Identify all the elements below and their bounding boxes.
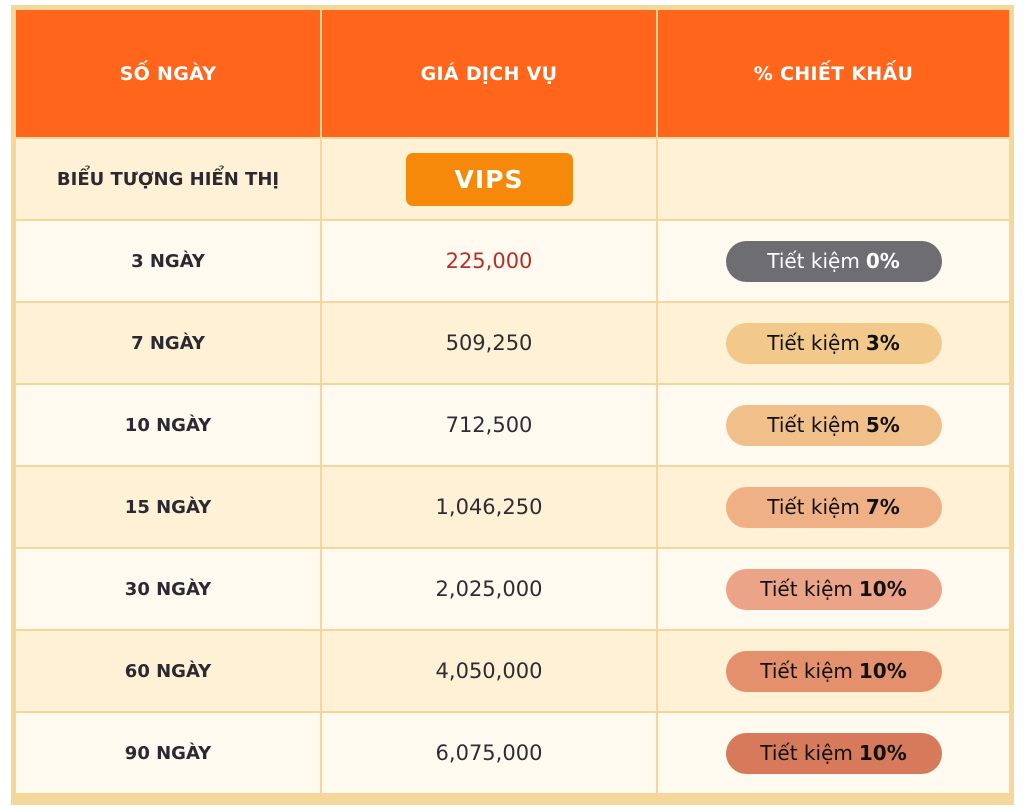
discount-percent: 10% — [858, 659, 907, 683]
discount-text: Tiết kiệm — [767, 413, 860, 437]
pricing-grid — [16, 10, 1009, 800]
price-cell: 6,075,000 — [322, 713, 656, 793]
discount-pill — [726, 487, 942, 528]
days-cell: 30 NGÀY — [16, 549, 320, 629]
price-cell: 4,050,000 — [322, 631, 656, 711]
days-cell: 3 NGÀY — [16, 221, 320, 301]
vips-badge: VIPS — [406, 153, 573, 206]
discount-percent: 7% — [865, 495, 900, 519]
header-days: SỐ NGÀY — [16, 10, 320, 137]
header-discount: % CHIẾT KHẤU — [658, 10, 1009, 137]
icon-row-empty-cell — [658, 139, 1009, 219]
discount-pill — [726, 733, 942, 774]
discount-cell — [658, 467, 1009, 547]
price-cell: 712,500 — [322, 385, 656, 465]
discount-percent: 3% — [865, 331, 900, 355]
days-cell: 15 NGÀY — [16, 467, 320, 547]
price-cell: 509,250 — [322, 303, 656, 383]
discount-percent: 10% — [858, 577, 907, 601]
discount-cell — [658, 385, 1009, 465]
days-cell: 60 NGÀY — [16, 631, 320, 711]
discount-cell — [658, 549, 1009, 629]
days-cell: 10 NGÀY — [16, 385, 320, 465]
discount-pill — [726, 651, 942, 692]
discount-text: Tiết kiệm — [760, 659, 853, 683]
discount-percent: 0% — [865, 249, 900, 273]
discount-cell — [658, 221, 1009, 301]
days-cell: 90 NGÀY — [16, 713, 320, 793]
discount-pill — [726, 241, 942, 282]
discount-text: Tiết kiệm — [767, 331, 860, 355]
discount-pill — [726, 569, 942, 610]
discount-text: Tiết kiệm — [767, 495, 860, 519]
discount-pill — [726, 405, 942, 446]
discount-text: Tiết kiệm — [760, 577, 853, 601]
price-cell: 2,025,000 — [322, 549, 656, 629]
discount-percent: 10% — [858, 741, 907, 765]
pricing-table — [11, 5, 1014, 805]
price-cell: 1,046,250 — [322, 467, 656, 547]
header-price: GIÁ DỊCH VỤ — [322, 10, 656, 137]
icon-row-label: BIỂU TƯỢNG HIỂN THỊ — [16, 139, 320, 219]
discount-pill — [726, 323, 942, 364]
discount-cell — [658, 713, 1009, 793]
discount-text: Tiết kiệm — [760, 741, 853, 765]
discount-cell — [658, 631, 1009, 711]
discount-text: Tiết kiệm — [767, 249, 860, 273]
icon-row-badge-cell — [322, 139, 656, 219]
price-cell: 225,000 — [322, 221, 656, 301]
days-cell: 7 NGÀY — [16, 303, 320, 383]
discount-percent: 5% — [865, 413, 900, 437]
discount-cell — [658, 303, 1009, 383]
